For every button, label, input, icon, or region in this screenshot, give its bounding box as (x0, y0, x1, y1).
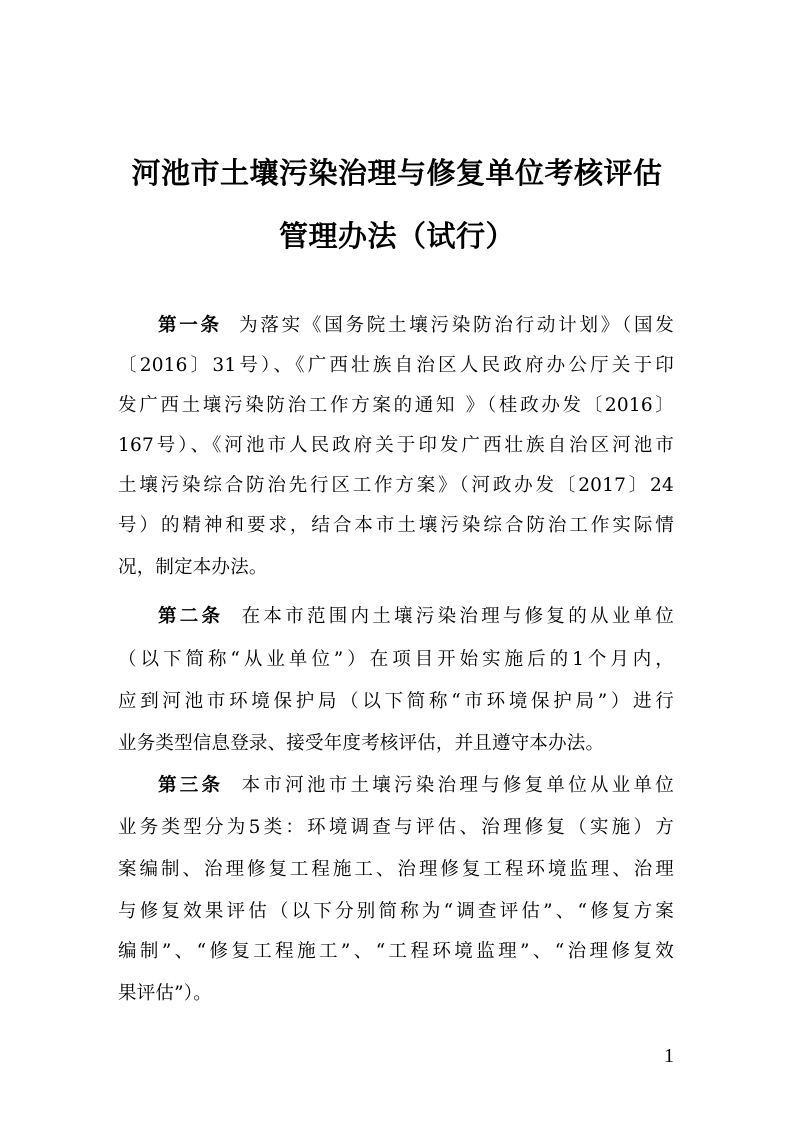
article-1-line-5: 土壤污染综合防治先行区工作方案》（河政办发〔2017〕24 (118, 475, 674, 496)
article-2-line-4: 业务类型信息登录、接受年度考核评估，并且遵守本办法。 (118, 733, 605, 754)
article-3-line-5: 编制”、“修复工程施工”、“工程环境监理”、“治理修复效 (118, 941, 674, 962)
article-2-line-3: 应到河池市环境保护局（以下简称“市环境保护局”）进行 (118, 691, 674, 712)
document-title-line-1: 河池市土壤污染治理与修复单位考核评估 (131, 156, 663, 190)
article-1-line-2: 〔2016〕31号）、《广西壮族自治区人民政府办公厅关于印 (118, 355, 674, 376)
article-label: 第一条 (158, 315, 222, 336)
article-3-line-6: 果评估”）。 (118, 983, 212, 1004)
article-text: 本市河池市土壤污染治理与修复单位从业单位 (241, 775, 674, 796)
article-1-line-7: 况，制定本办法。 (118, 557, 268, 578)
article-1-line-3: 发广西土壤污染防治工作方案的通知 》（桂政办发〔2016〕 (118, 395, 674, 416)
article-text: 在本市范围内土壤污染治理与修复的从业单位 (241, 606, 674, 627)
article-2-line-1 (158, 597, 674, 637)
page-number: 1 (664, 1045, 674, 1067)
article-3-line-3: 案编制、治理修复工程施工、治理修复工程环境监理、治理 (118, 859, 674, 880)
article-1-line-1 (158, 306, 674, 346)
document-title-line-2: 管理办法（试行） (278, 219, 515, 253)
article-3-line-1 (158, 766, 674, 806)
article-1-line-6: 号）的精神和要求，结合本市土壤污染综合防治工作实际情 (118, 515, 674, 536)
article-text: 为落实《国务院土壤污染防治行动计划》（国发 (239, 315, 674, 336)
article-3-line-4: 与修复效果评估（以下分别简称为“调查评估”、“修复方案 (118, 901, 674, 922)
article-label: 第二条 (158, 606, 224, 627)
article-2-line-2: （以下简称“从业单位”）在项目开始实施后的1个月内， (118, 649, 674, 670)
article-1-line-4: 167号）、《河池市人民政府关于印发广西壮族自治区河池市 (118, 435, 674, 456)
article-label: 第三条 (158, 775, 224, 796)
article-3-line-2: 业务类型分为5类：环境调查与评估、治理修复（实施）方 (118, 817, 674, 838)
